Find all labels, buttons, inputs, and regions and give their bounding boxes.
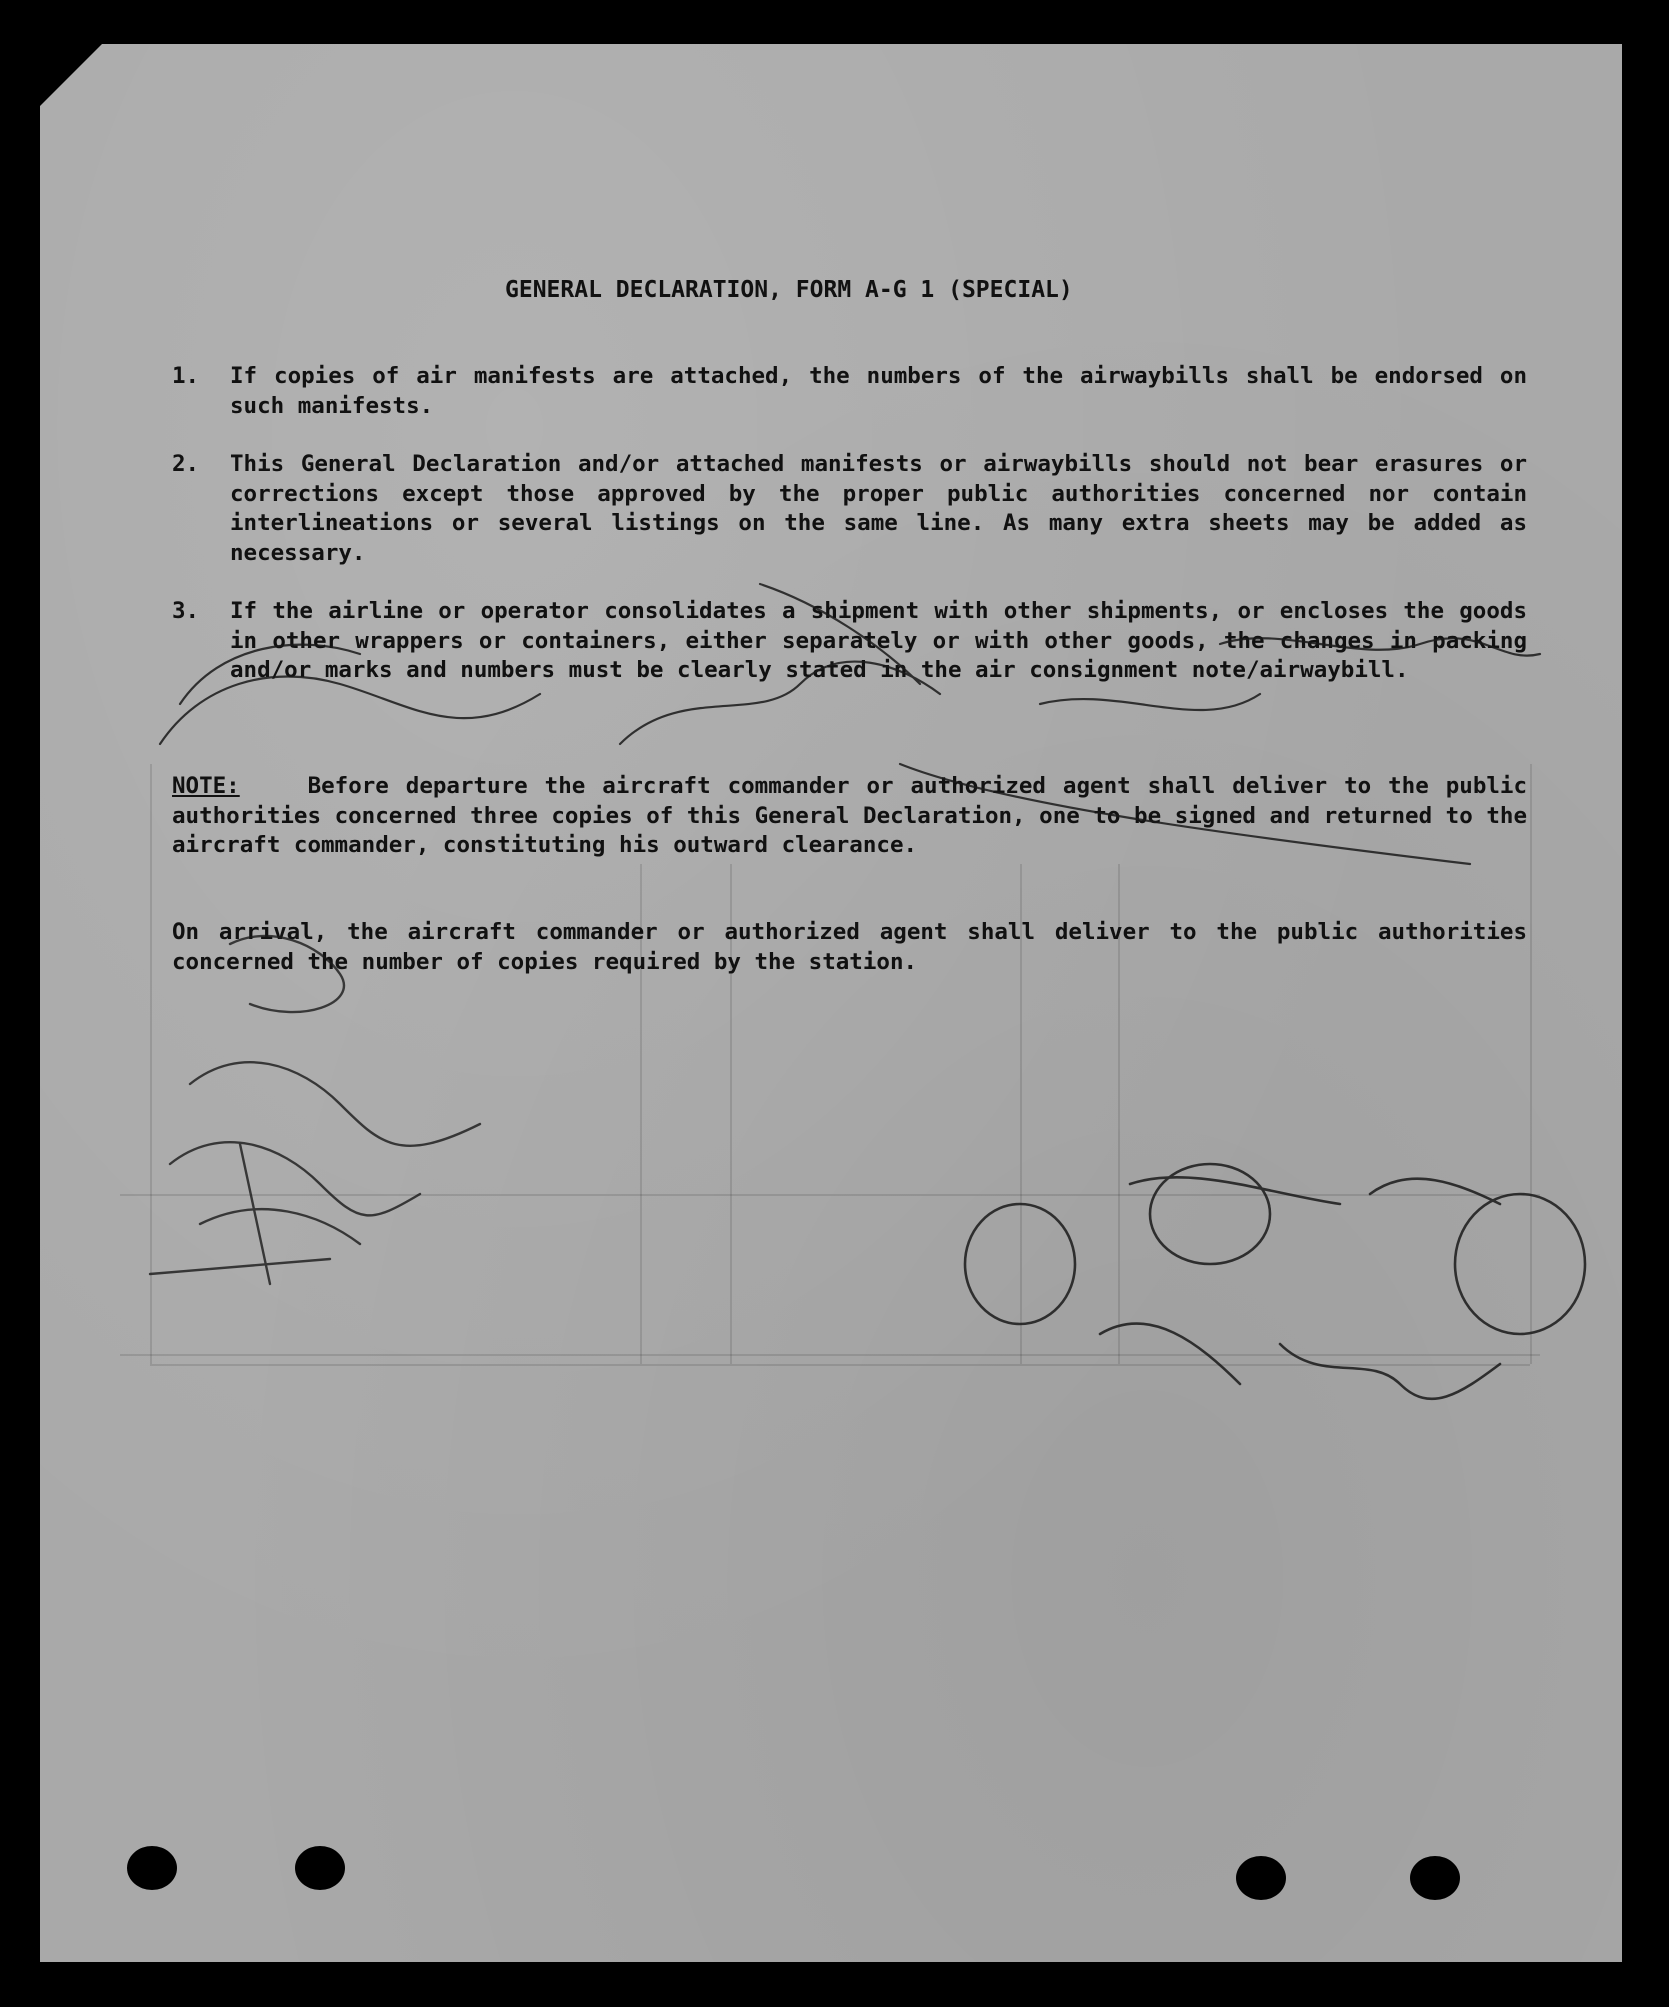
item-text: If copies of air manifests are attached, the numbers of the airwaybills shall be endorsed on such manifests.: [230, 363, 1527, 419]
note-text: Before departure the aircraft commander or authorized agent shall deliver to the public authorities concerned three copies of this General Declaration, one to be signed and returned to the aircraft commander, constituting his outward clearance.: [172, 773, 1527, 858]
punch-hole: [127, 1846, 177, 1890]
document-page: [40, 44, 1622, 1962]
item-number: 1.: [172, 363, 200, 389]
declaration-text: [40, 44, 1622, 1962]
list-item: [172, 362, 1527, 421]
punch-hole: [1236, 1856, 1286, 1900]
page-title: GENERAL DECLARATION, FORM A-G 1 (SPECIAL): [505, 277, 1073, 303]
item-number: 3.: [172, 598, 200, 624]
item-text: This General Declaration and/or attached manifests or airwaybills should not bear erasures or corrections except those approved by the proper public authorities concerned nor contain interlineations or several listings on the same line. As many extra sheets may be added as necessary.: [230, 451, 1527, 566]
list-item: [172, 450, 1527, 568]
note-label: NOTE:: [172, 773, 240, 799]
item-number: 2.: [172, 451, 200, 477]
arrival-paragraph: [172, 918, 1527, 977]
list-item: [172, 597, 1527, 686]
note-paragraph: [172, 772, 1527, 861]
arrival-text: On arrival, the aircraft commander or authorized agent shall deliver to the public authorities concerned the number of copies required by the station.: [172, 919, 1527, 975]
item-text: If the airline or operator consolidates a shipment with other shipments, or encloses the goods in other wrappers or containers, either separately or with other goods, the changes in packing and/or marks and numbers must be clearly stated in the air consignment note/airwaybill.: [230, 598, 1527, 683]
punch-hole: [295, 1846, 345, 1890]
punch-hole: [1410, 1856, 1460, 1900]
